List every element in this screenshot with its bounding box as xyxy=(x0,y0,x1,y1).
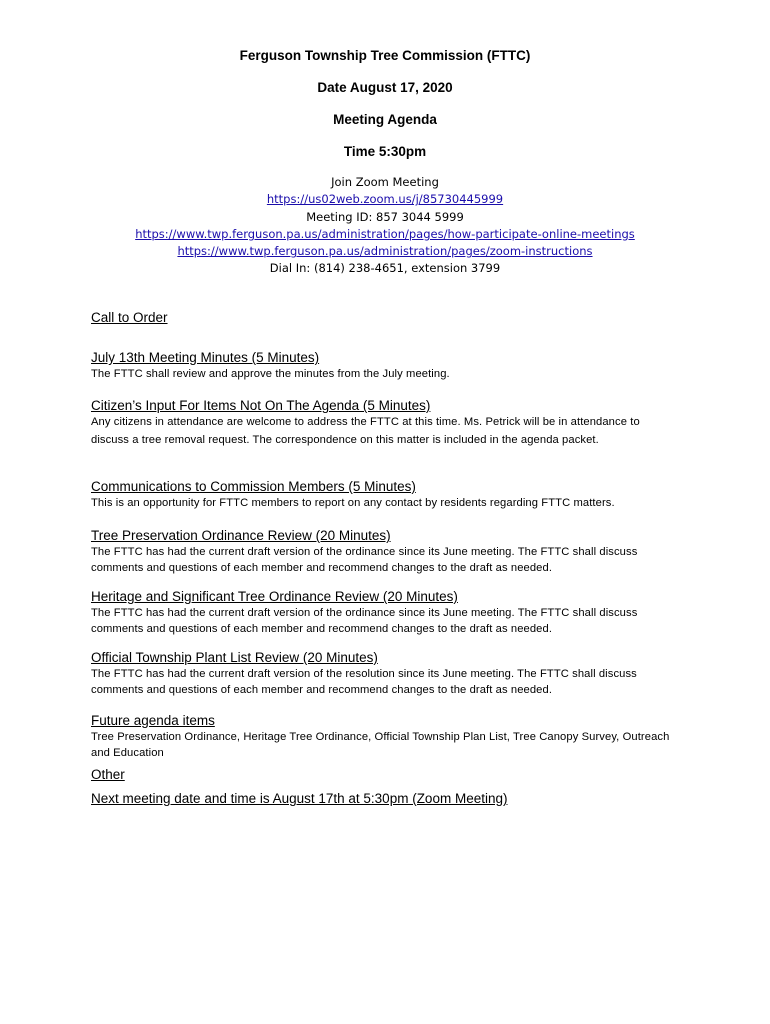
agenda-item-title: Tree Preservation Ordinance Review (20 Minutes) xyxy=(91,528,391,543)
agenda-item-tree-preservation xyxy=(91,528,656,576)
agenda-item-communications xyxy=(91,479,691,511)
agenda-item-citizens-input xyxy=(91,398,651,449)
join-zoom-label: Join Zoom Meeting xyxy=(331,175,439,189)
commission-title: Ferguson Township Tree Commission (FTTC) xyxy=(239,48,531,63)
zoom-instructions-link[interactable]: https://www.twp.ferguson.pa.us/administration/pages/zoom-instructions xyxy=(177,244,593,259)
meeting-agenda-heading: Meeting Agenda xyxy=(333,112,437,127)
dial-in-number: Dial In: (814) 238-4651, extension 3799 xyxy=(269,261,501,276)
agenda-item-minutes xyxy=(91,350,691,382)
zoom-meeting-link[interactable]: https://us02web.zoom.us/j/85730445999 xyxy=(266,192,504,207)
agenda-item-plant-list xyxy=(91,650,656,698)
agenda-item-description: Any citizens in attendance are welcome to address the FTTC at this time. Ms. Petrick will be in attendance to discuss a tree removal request. The correspondence on this matter is included in the agenda packet. xyxy=(91,416,640,446)
agenda-item-other xyxy=(91,767,691,783)
zoom-info xyxy=(0,174,770,278)
meeting-date: Date August 17, 2020 xyxy=(317,80,453,95)
participate-online-link[interactable]: https://www.twp.ferguson.pa.us/administration/pages/how-participate-online-meetings xyxy=(135,226,635,241)
agenda-item-title: Call to Order xyxy=(91,310,168,325)
agenda-item-description: The FTTC has had the current draft version of the resolution since its June meeting. The FTTC shall discuss comments and questions of each member and recommend changes to the draft as needed. xyxy=(91,668,637,696)
agenda-item-title: Communications to Commission Members (5 Minutes) xyxy=(91,479,416,494)
agenda-item-title: Heritage and Significant Tree Ordinance Review (20 Minutes) xyxy=(91,589,458,604)
meeting-time: Time 5:30pm xyxy=(343,144,427,159)
agenda-item-title: Citizen’s Input For Items Not On The Agenda (5 Minutes) xyxy=(91,398,431,413)
agenda-item-title: Other xyxy=(91,767,125,782)
agenda-item-call-to-order xyxy=(91,310,691,326)
agenda-item-description: Tree Preservation Ordinance, Heritage Tree Ordinance, Official Township Plan List, Tree Canopy Survey, Outreach and Education xyxy=(91,731,670,759)
agenda-item-heritage-tree xyxy=(91,589,656,637)
agenda-item-future-items xyxy=(91,713,686,761)
agenda-item-title: July 13th Meeting Minutes (5 Minutes) xyxy=(91,350,320,365)
agenda-item-title: Next meeting date and time is August 17th at 5:30pm (Zoom Meeting) xyxy=(91,791,508,806)
agenda-item-title: Official Township Plant List Review (20 Minutes) xyxy=(91,650,378,665)
agenda-item-description: The FTTC shall review and approve the minutes from the July meeting. xyxy=(91,368,450,380)
agenda-item-description: The FTTC has had the current draft version of the ordinance since its June meeting. The FTTC shall discuss comments and questions of each member and recommend changes to the draft as needed. xyxy=(91,607,638,635)
agenda-item-description: The FTTC has had the current draft version of the ordinance since its June meeting. The FTTC shall discuss comments and questions of each member and recommend changes to the draft as needed. xyxy=(91,546,638,574)
meeting-id: Meeting ID: 857 3044 5999 xyxy=(306,209,464,224)
agenda-item-description: This is an opportunity for FTTC members to report on any contact by residents regarding FTTC matters. xyxy=(91,497,615,509)
agenda-item-next-meeting xyxy=(91,791,691,807)
agenda-item-title: Future agenda items xyxy=(91,713,215,728)
